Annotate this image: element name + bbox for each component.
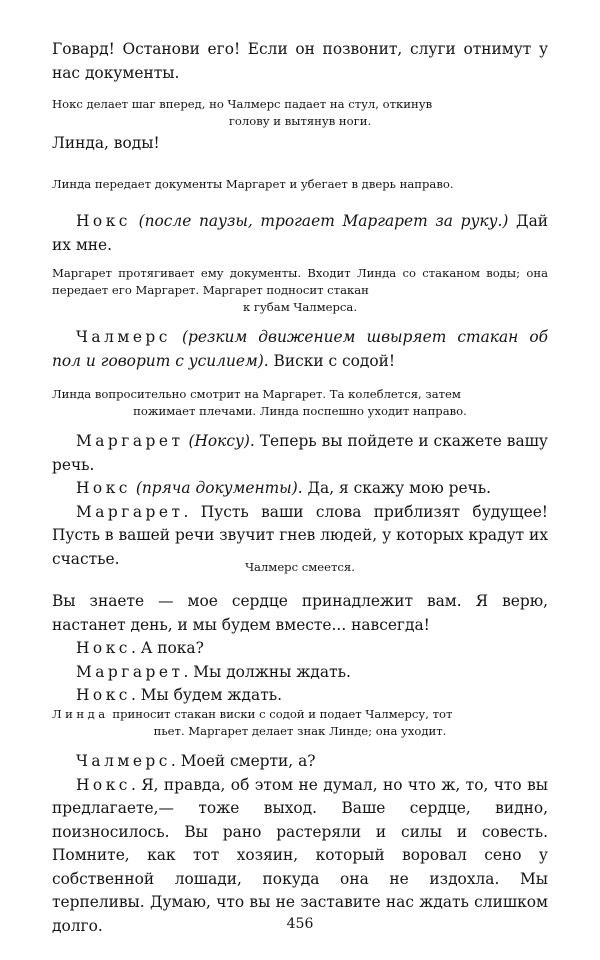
dialogue-block [52, 590, 548, 708]
speaker-name: Нокс [76, 775, 131, 794]
speaker-name: Маргарет [76, 502, 184, 521]
dialogue-block [52, 38, 548, 85]
speaker-name: Линда [52, 707, 109, 721]
stage-remark: (после паузы, трогает Маргарет за руку.) [138, 212, 509, 230]
dialogue-block [52, 750, 548, 938]
stage-direction [52, 706, 548, 740]
stage-text: Линда передает документы Маргарет и убегает в дверь направо. [52, 177, 454, 191]
speaker-name: Нокс [76, 479, 131, 497]
speech-line [52, 590, 548, 637]
dialogue-block [52, 430, 548, 571]
speaker-name: Нокс [76, 212, 131, 230]
speech-text: . Пусть ваши слова приблизят будущее! Пусть в вашей речи звучит гнев людей, у которых крадут их счастье. [52, 502, 548, 568]
speech-text: . Мы будем ждать. [130, 686, 282, 704]
stage-text: Нокс делает шаг вперед, но Чалмерс падает на стул, откинув [52, 97, 433, 111]
speaker-name: Чалмерс [76, 752, 171, 770]
speech-line [52, 637, 548, 661]
speaker-name: Маргарет [76, 432, 184, 450]
speaker-name: Маргарет [76, 662, 184, 681]
speaker-name: Нокс [76, 686, 131, 704]
speech-text: . А пока? [130, 639, 204, 657]
page-number: 456 [286, 916, 314, 932]
speaker-name: Чалмерс [76, 328, 171, 346]
stage-text-last: к губам Чалмерса. [242, 300, 358, 314]
speech-text: . Я, правда, об этом не думал, но что ж, то, что вы предлагаете,— тоже выход. Ваше сердце, видно, поизносилось. Вы рано растеряли и силы и совесть. Помните, как тот хозяин, который воровал сено у собственной лошади, покуда она не издохла. Мы терпеливы. Думаю, что вы не заставите нас ждать слишком долго. [52, 775, 548, 935]
stage-text: Чалмерс смеется. [245, 560, 355, 574]
stage-direction-centered [52, 559, 548, 576]
dialogue-block [52, 326, 548, 373]
stage-text: приносит стакан виски с содой и подает Чалмерсу, тот [108, 707, 453, 721]
speech-text: Виски с содой! [268, 351, 396, 370]
speech-line [52, 430, 548, 477]
stage-direction [52, 176, 548, 193]
stage-text: Линда вопросительно смотрит на Маргарет. Та колеблется, затем [52, 387, 461, 401]
speech-text: Линда, воды! [52, 134, 160, 152]
stage-remark: (пряча документы). [135, 479, 303, 497]
stage-text: Маргарет протягивает ему документы. Входит Линда со стаканом воды; она передает его Маргарет. Маргарет подносит стакан [52, 266, 548, 297]
speech-line [52, 750, 548, 774]
stage-direction [52, 265, 548, 316]
stage-text-last: пьет. Маргарет делает знак Линде; она уходит. [153, 724, 447, 738]
stage-text-last: пожимает плечами. Линда поспешно уходит направо. [133, 404, 467, 418]
dialogue-block [52, 132, 548, 156]
stage-direction [52, 386, 548, 420]
stage-remark: (Ноксу). [188, 432, 255, 450]
speech-text: . Моей смерти, а? [170, 752, 316, 770]
stage-text-last: голову и вытянув ноги. [228, 114, 372, 128]
speech-line [52, 132, 548, 156]
speech-text: Теперь вы пойдете и скажете вашу речь. [52, 432, 548, 474]
speech-line [52, 38, 548, 85]
stage-remark: (резким движением швыряет стакан об пол и говорит с усилием). [52, 328, 548, 370]
speech-line [52, 477, 548, 501]
speaker-name: Нокс [76, 639, 131, 657]
speech-line [52, 210, 548, 257]
speech-line [52, 684, 548, 708]
speech-text: Да, я скажу мою речь. [302, 479, 492, 497]
speech-line [52, 661, 548, 685]
speech-line [52, 326, 548, 373]
speech-text: Говард! Останови его! Если он позвонит, слуги отнимут у нас документы. [52, 40, 548, 82]
speech-text: . Мы должны ждать. [183, 662, 351, 681]
speech-text: Вы знаете — мое сердце принадлежит вам. Я верю, настанет день, и мы будем вместе... навсегда! [52, 592, 548, 634]
stage-direction [52, 96, 548, 130]
dialogue-block [52, 210, 548, 257]
speech-line [52, 774, 548, 939]
speech-text: Дай их мне. [52, 212, 548, 254]
